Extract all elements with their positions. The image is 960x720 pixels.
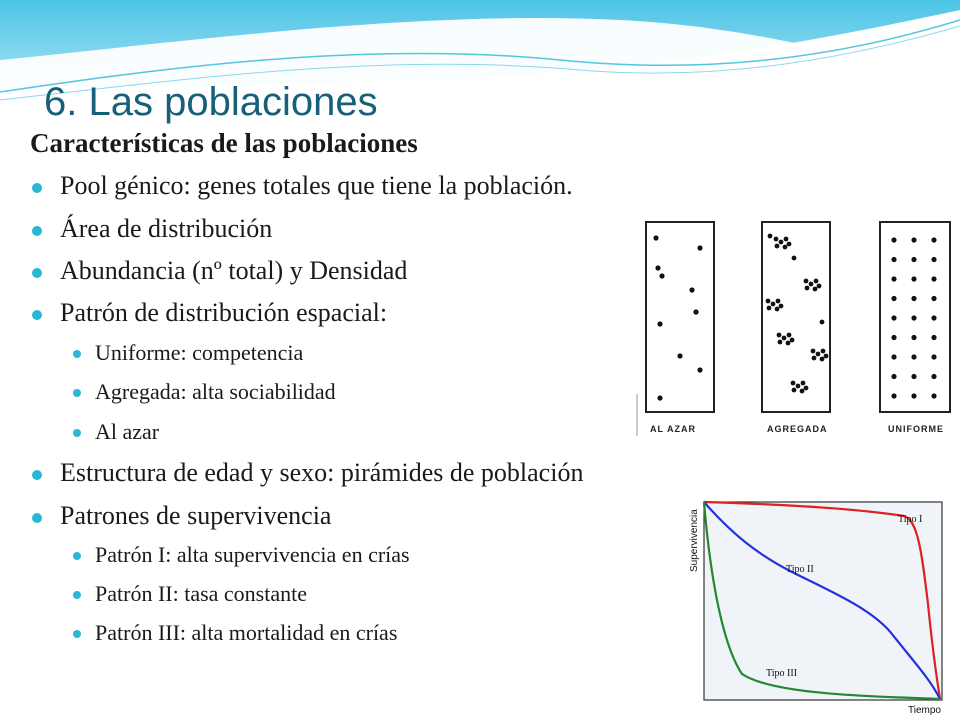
bullet-dot-icon bbox=[32, 470, 42, 480]
individual-dot bbox=[911, 257, 916, 262]
individual-dot bbox=[655, 265, 660, 270]
bullet-text: Patrón III: alta mortalidad en crías bbox=[95, 620, 398, 645]
individual-dot bbox=[782, 336, 787, 341]
individual-dot bbox=[814, 279, 819, 284]
individual-dot bbox=[931, 257, 936, 262]
individual-dot bbox=[911, 393, 916, 398]
individual-dot bbox=[689, 287, 694, 292]
bullet-dot-icon bbox=[32, 268, 42, 278]
individual-dot bbox=[891, 315, 896, 320]
individual-dot bbox=[931, 335, 936, 340]
individual-dot bbox=[891, 335, 896, 340]
slide-title: 6. Las poblaciones bbox=[44, 80, 378, 124]
bullet-item bbox=[60, 214, 272, 244]
individual-dot bbox=[911, 354, 916, 359]
individual-dot bbox=[911, 296, 916, 301]
bullet-text: Uniforme: competencia bbox=[95, 340, 304, 365]
individual-dot bbox=[891, 393, 896, 398]
random-pattern-box bbox=[646, 222, 714, 412]
label-agregada: AGREGADA bbox=[767, 424, 828, 434]
individual-dot bbox=[697, 245, 702, 250]
individual-dot bbox=[821, 349, 826, 354]
bullet-dot-icon bbox=[32, 310, 42, 320]
bullet-item bbox=[60, 458, 583, 488]
individual-dot bbox=[811, 349, 816, 354]
individual-dot bbox=[801, 381, 806, 386]
individual-dot bbox=[771, 302, 776, 307]
individual-dot bbox=[911, 237, 916, 242]
bullet-dot-icon bbox=[73, 350, 81, 358]
individual-dot bbox=[800, 389, 805, 394]
bullet-dot-icon bbox=[32, 226, 42, 236]
individual-dot bbox=[784, 237, 789, 242]
bullet-dot-icon bbox=[73, 591, 81, 599]
sub-bullet-item bbox=[95, 379, 336, 405]
individual-dot bbox=[790, 338, 795, 343]
label-al-azar: AL AZAR bbox=[650, 424, 696, 434]
bullet-item bbox=[60, 171, 573, 201]
individual-dot bbox=[911, 276, 916, 281]
individual-dot bbox=[813, 287, 818, 292]
individual-dot bbox=[804, 279, 809, 284]
individual-dot bbox=[783, 245, 788, 250]
individual-dot bbox=[931, 315, 936, 320]
individual-dot bbox=[768, 234, 773, 239]
individual-dot bbox=[820, 320, 825, 325]
individual-dot bbox=[931, 374, 936, 379]
individual-dot bbox=[778, 340, 783, 345]
individual-dot bbox=[891, 374, 896, 379]
individual-dot bbox=[931, 276, 936, 281]
individual-dot bbox=[653, 235, 658, 240]
sub-bullet-item bbox=[95, 581, 307, 607]
individual-dot bbox=[931, 296, 936, 301]
clumped-dots bbox=[766, 234, 829, 394]
individual-dot bbox=[787, 333, 792, 338]
individual-dot bbox=[775, 244, 780, 249]
distribution-patterns-figure bbox=[636, 214, 960, 440]
slide-subtitle: Características de las poblaciones bbox=[30, 128, 418, 158]
individual-dot bbox=[786, 341, 791, 346]
sub-bullet-item bbox=[95, 340, 303, 366]
individual-dot bbox=[824, 354, 829, 359]
individual-dot bbox=[766, 299, 771, 304]
uniform-dots bbox=[891, 237, 936, 398]
individual-dot bbox=[779, 240, 784, 245]
individual-dot bbox=[820, 357, 825, 362]
individual-dot bbox=[787, 242, 792, 247]
individual-dot bbox=[796, 384, 801, 389]
individual-dot bbox=[891, 237, 896, 242]
bullet-item bbox=[60, 298, 387, 328]
bullet-dot-icon bbox=[73, 630, 81, 638]
bullet-dot-icon bbox=[73, 389, 81, 397]
individual-dot bbox=[911, 335, 916, 340]
individual-dot bbox=[657, 395, 662, 400]
individual-dot bbox=[816, 352, 821, 357]
individual-dot bbox=[891, 296, 896, 301]
individual-dot bbox=[693, 309, 698, 314]
individual-dot bbox=[805, 286, 810, 291]
individual-dot bbox=[812, 356, 817, 361]
individual-dot bbox=[791, 381, 796, 386]
sub-bullet-item bbox=[95, 419, 159, 445]
bullet-item bbox=[60, 256, 407, 286]
bullet-dot-icon bbox=[73, 552, 81, 560]
bullet-dot-icon bbox=[32, 513, 42, 523]
individual-dot bbox=[931, 237, 936, 242]
bullet-text: Al azar bbox=[95, 419, 160, 444]
bullet-text: Estructura de edad y sexo: pirámides de población bbox=[60, 458, 584, 487]
y-axis-label: Supervivencia bbox=[689, 509, 700, 572]
x-axis-label: Tiempo bbox=[908, 705, 941, 716]
individual-dot bbox=[776, 299, 781, 304]
individual-dot bbox=[697, 367, 702, 372]
bullet-text: Área de distribución bbox=[60, 214, 273, 243]
survivorship-curves-figure bbox=[682, 494, 960, 720]
individual-dot bbox=[775, 307, 780, 312]
bullet-text: Agregada: alta sociabilidad bbox=[95, 379, 336, 404]
individual-dot bbox=[792, 256, 797, 261]
individual-dot bbox=[891, 257, 896, 262]
individual-dot bbox=[817, 284, 822, 289]
individual-dot bbox=[891, 276, 896, 281]
individual-dot bbox=[931, 393, 936, 398]
individual-dot bbox=[777, 333, 782, 338]
individual-dot bbox=[659, 273, 664, 278]
bullet-text: Patrones de supervivencia bbox=[60, 501, 332, 530]
sub-bullet-item bbox=[95, 620, 397, 646]
label-tipo-iii: Tipo III bbox=[766, 668, 798, 679]
individual-dot bbox=[891, 354, 896, 359]
individual-dot bbox=[774, 237, 779, 242]
label-uniforme: UNIFORME bbox=[888, 424, 944, 434]
individual-dot bbox=[804, 386, 809, 391]
bullet-dot-icon bbox=[32, 183, 42, 193]
individual-dot bbox=[767, 306, 772, 311]
sub-bullet-item bbox=[95, 542, 410, 568]
bullet-text: Pool génico: genes totales que tiene la población. bbox=[60, 171, 573, 200]
bullet-text: Abundancia (nº total) y Densidad bbox=[60, 256, 408, 285]
individual-dot bbox=[657, 321, 662, 326]
clumped-pattern-box bbox=[762, 222, 830, 412]
individual-dot bbox=[931, 354, 936, 359]
individual-dot bbox=[911, 315, 916, 320]
bullet-dot-icon bbox=[73, 429, 81, 437]
bullet-text: Patrón de distribución espacial: bbox=[60, 298, 388, 327]
individual-dot bbox=[809, 282, 814, 287]
individual-dot bbox=[677, 353, 682, 358]
random-dots bbox=[653, 235, 702, 400]
bullet-text: Patrón II: tasa constante bbox=[95, 581, 307, 606]
bullet-text: Patrón I: alta supervivencia en crías bbox=[95, 542, 410, 567]
individual-dot bbox=[792, 388, 797, 393]
label-tipo-ii: Tipo II bbox=[786, 564, 814, 575]
individual-dot bbox=[779, 304, 784, 309]
label-tipo-i: Tipo I bbox=[898, 514, 923, 525]
bullet-item bbox=[60, 501, 331, 531]
individual-dot bbox=[911, 374, 916, 379]
